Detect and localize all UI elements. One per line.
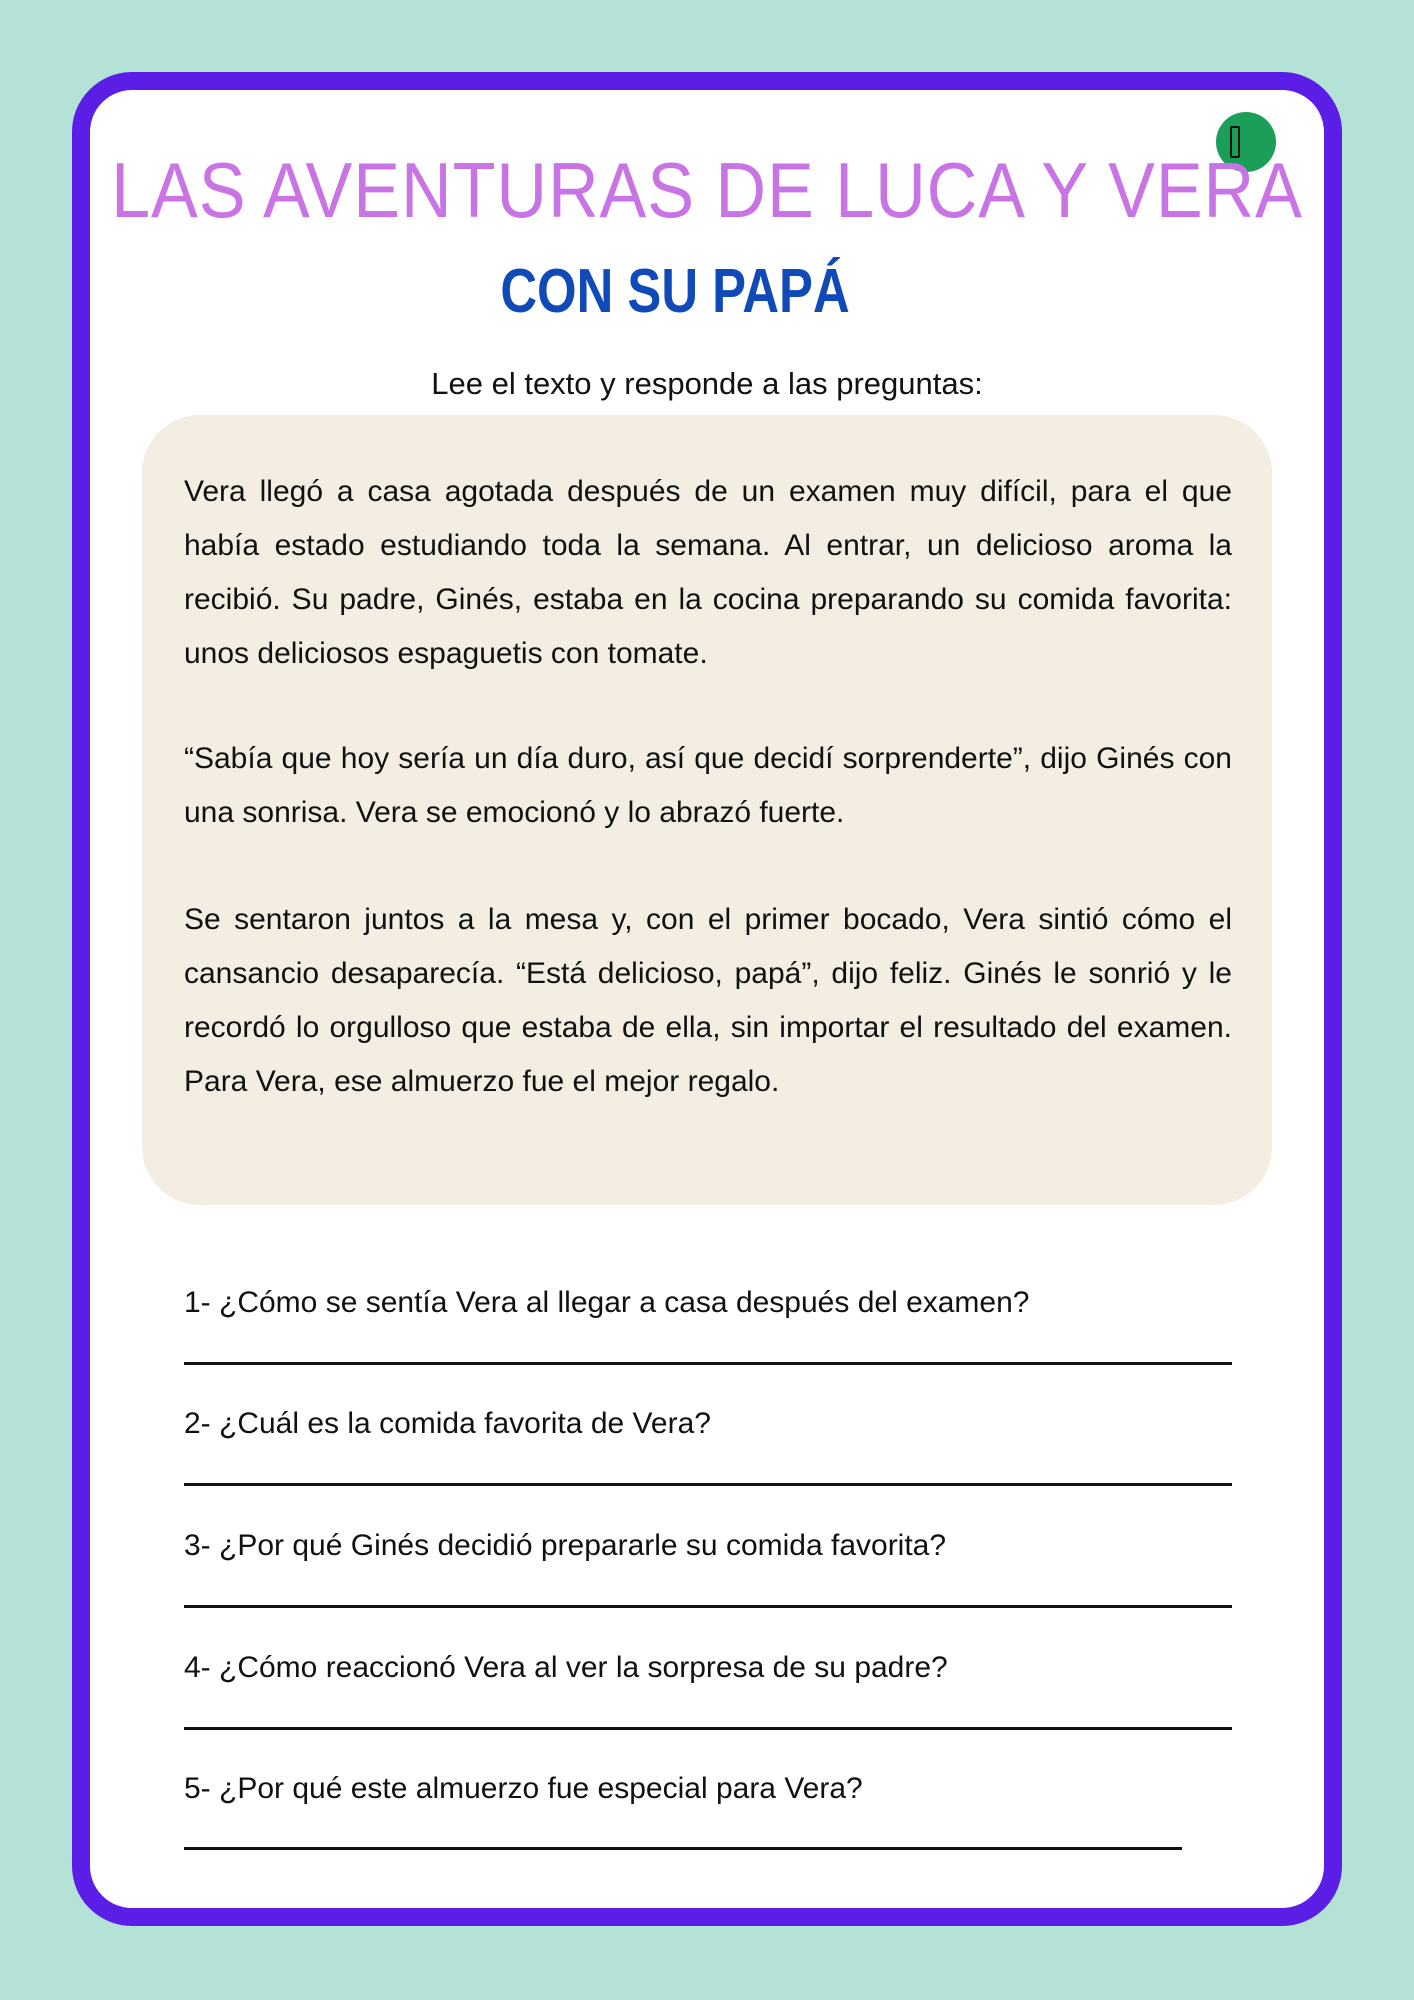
answer-line-2[interactable]	[184, 1483, 1232, 1486]
question-5: 5- ¿Por qué este almuerzo fue especial para Vera?	[184, 1772, 863, 1805]
question-2: 2- ¿Cuál es la comida favorita de Vera?	[184, 1407, 711, 1440]
page-subtitle: CON SU PAPÁ	[500, 257, 850, 326]
answer-line-3[interactable]	[184, 1605, 1232, 1608]
story-paragraph-1: Vera llegó a casa agotada después de un examen muy difícil, para el que había estado estudiando toda la semana. Al entrar, un delicioso aroma la recibió. Su padre, Ginés, estaba en la cocina preparando su comida favorita: unos deliciosos espaguetis con tomate.	[184, 475, 1232, 670]
story-paragraph-3: Se sentaron juntos a la mesa y, con el primer bocado, Vera sintió cómo el cansancio desaparecía. “Está delicioso, papá”, dijo feliz. Ginés le sonrió y le recordó lo orgulloso que estaba de ella, sin importar el resultado del examen. Para Vera, ese almuerzo fue el mejor regalo.	[184, 903, 1232, 1098]
question-1: 1- ¿Cómo se sentía Vera al llegar a casa después del examen?	[184, 1286, 1030, 1319]
page-title: LAS AVENTURAS DE LUCA Y VERA	[111, 146, 1303, 234]
answer-line-1[interactable]	[184, 1362, 1232, 1365]
answer-line-5[interactable]	[184, 1847, 1182, 1850]
question-3: 3- ¿Por qué Ginés decidió prepararle su comida favorita?	[184, 1529, 947, 1562]
story-paragraph-2: “Sabía que hoy sería un día duro, así que decidí sorprenderte”, dijo Ginés con una sonrisa. Vera se emocionó y lo abrazó fuerte.	[184, 742, 1232, 829]
question-4: 4- ¿Cómo reaccionó Vera al ver la sorpresa de su padre?	[184, 1651, 948, 1684]
answer-line-4[interactable]	[184, 1727, 1232, 1730]
instruction-text: Lee el texto y responde a las preguntas:	[431, 366, 983, 401]
